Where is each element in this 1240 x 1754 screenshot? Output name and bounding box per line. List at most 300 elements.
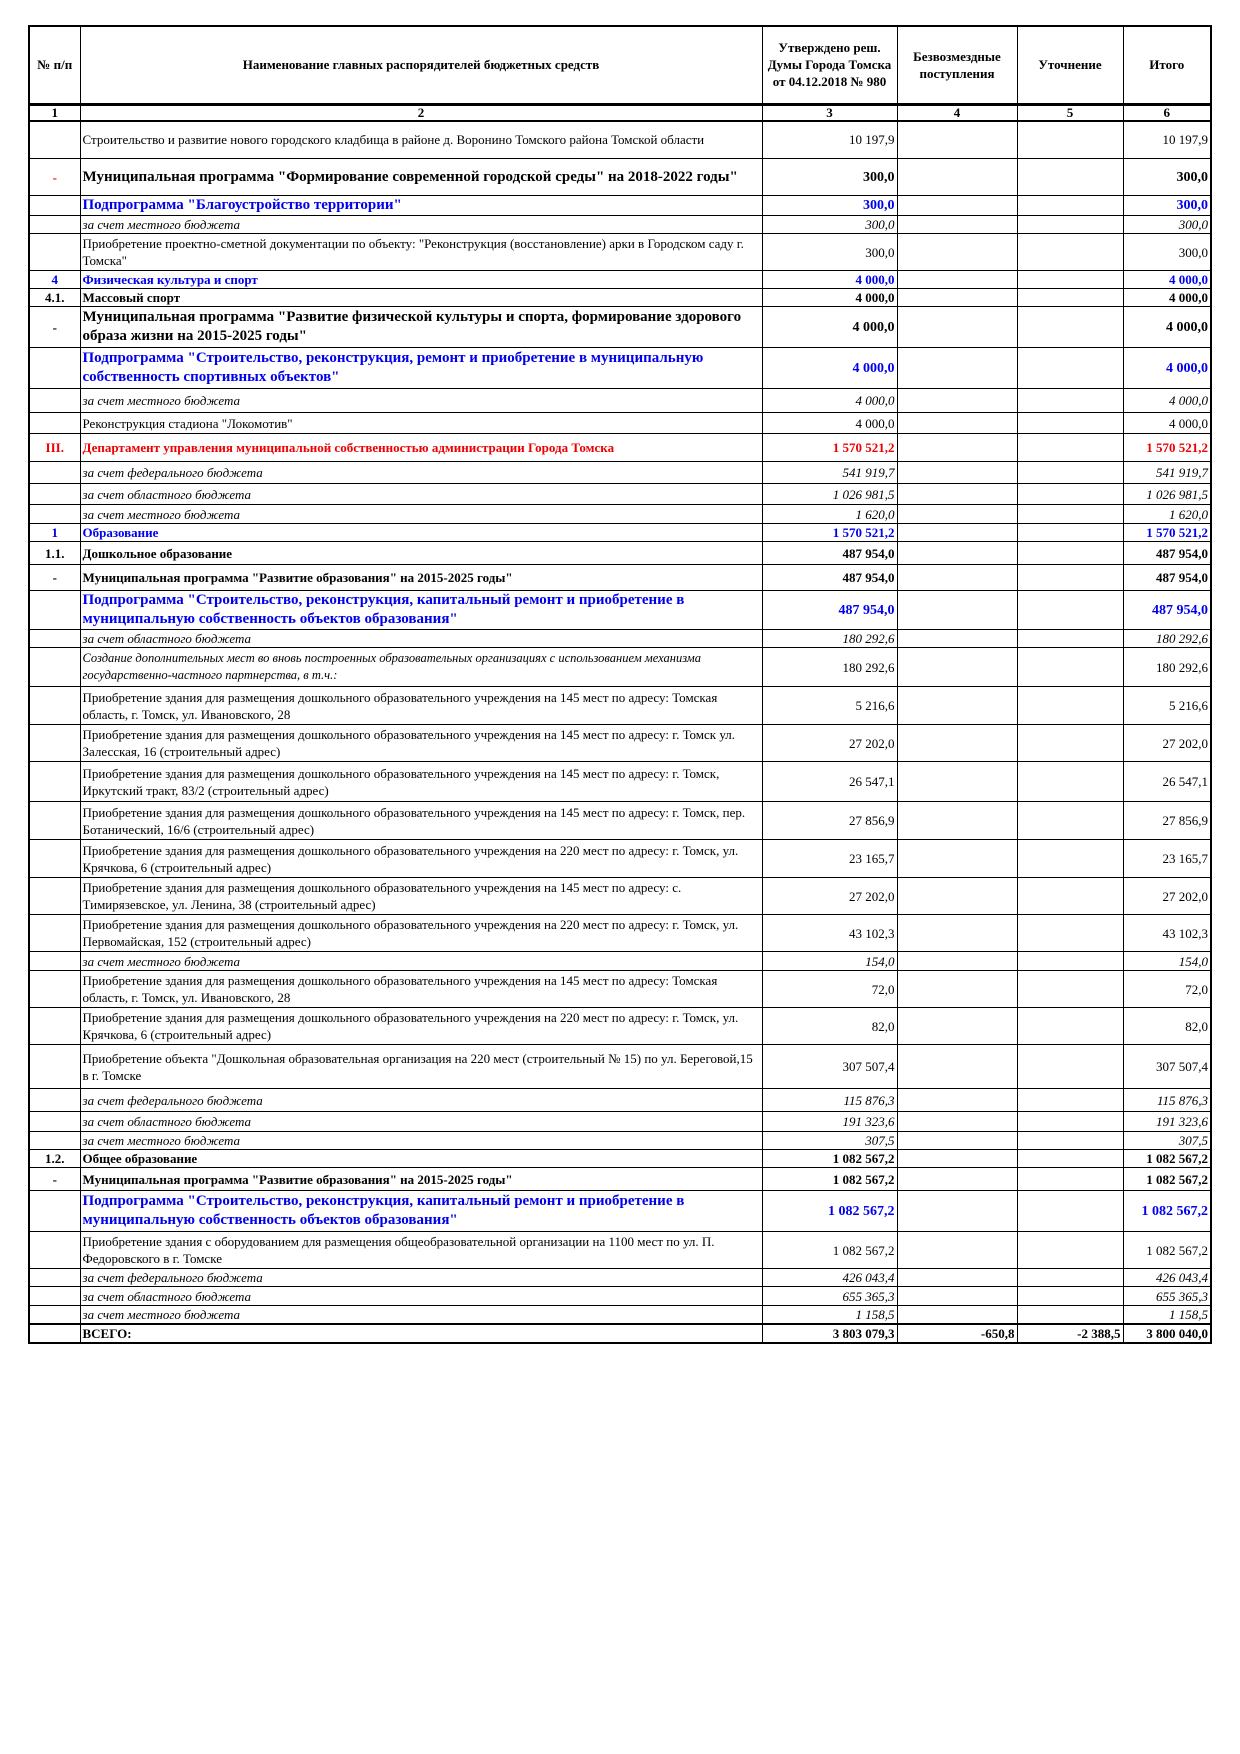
row-approved: 23 165,7 [762, 840, 897, 878]
table-row [29, 1168, 1211, 1191]
row-grants [897, 1232, 1017, 1269]
total-sum: 3 800 040,0 [1123, 1324, 1211, 1343]
row-number [29, 234, 80, 271]
row-adjustment [1017, 878, 1123, 915]
row-approved: 4 000,0 [762, 413, 897, 434]
header-col-adjustment: Уточнение [1017, 26, 1123, 104]
row-name: Образование [80, 524, 762, 542]
table-row [29, 1306, 1211, 1325]
row-total: 487 954,0 [1123, 542, 1211, 565]
table-row [29, 121, 1211, 159]
row-total: 300,0 [1123, 196, 1211, 216]
row-number [29, 1269, 80, 1287]
row-grants [897, 687, 1017, 725]
col-number-1: 1 [29, 104, 80, 121]
row-total: 1 082 567,2 [1123, 1191, 1211, 1232]
row-approved: 1 082 567,2 [762, 1232, 897, 1269]
table-row [29, 1112, 1211, 1132]
row-total: 4 000,0 [1123, 413, 1211, 434]
row-number [29, 505, 80, 524]
column-number-row [29, 104, 1211, 121]
row-grants [897, 484, 1017, 505]
row-grants [897, 1191, 1017, 1232]
row-number: - [29, 565, 80, 591]
row-total: 72,0 [1123, 971, 1211, 1008]
row-total: 82,0 [1123, 1008, 1211, 1045]
table-row [29, 630, 1211, 648]
row-adjustment [1017, 234, 1123, 271]
table-row [29, 971, 1211, 1008]
row-number [29, 1287, 80, 1306]
row-approved: 300,0 [762, 196, 897, 216]
row-name: Приобретение здания для размещения дошкольного образовательного учреждения на 145 мест по адресу: г. Томск ул. Залесская, 16 (строительный адрес) [80, 725, 762, 762]
row-number [29, 1112, 80, 1132]
row-adjustment [1017, 840, 1123, 878]
row-adjustment [1017, 484, 1123, 505]
row-name: за счет федерального бюджета [80, 1269, 762, 1287]
row-total: 1 082 567,2 [1123, 1232, 1211, 1269]
row-total: 426 043,4 [1123, 1269, 1211, 1287]
row-approved: 307 507,4 [762, 1045, 897, 1089]
row-total: 4 000,0 [1123, 348, 1211, 389]
row-name: Приобретение здания для размещения дошкольного образовательного учреждения на 145 мест по адресу: с. Тимирязевское, ул. Ленина, 38 (строительный адрес) [80, 878, 762, 915]
row-total: 300,0 [1123, 216, 1211, 234]
row-grants [897, 1269, 1017, 1287]
row-grants [897, 307, 1017, 348]
table-row [29, 484, 1211, 505]
row-approved: 4 000,0 [762, 389, 897, 413]
row-number [29, 1306, 80, 1325]
col-number-4: 4 [897, 104, 1017, 121]
row-number: - [29, 307, 80, 348]
row-grants [897, 196, 1017, 216]
row-name: Муниципальная программа "Развитие образования" на 2015-2025 годы" [80, 565, 762, 591]
header-col-approved: Утверждено реш. Думы Города Томска от 04.12.2018 № 980 [762, 26, 897, 104]
row-total: 4 000,0 [1123, 307, 1211, 348]
row-approved: 300,0 [762, 216, 897, 234]
row-approved: 5 216,6 [762, 687, 897, 725]
row-adjustment [1017, 434, 1123, 462]
row-approved: 26 547,1 [762, 762, 897, 802]
table-row [29, 159, 1211, 196]
row-number [29, 348, 80, 389]
row-number [29, 952, 80, 971]
row-number [29, 878, 80, 915]
col-number-5: 5 [1017, 104, 1123, 121]
table-row [29, 878, 1211, 915]
row-number [29, 762, 80, 802]
row-adjustment [1017, 1287, 1123, 1306]
row-total: 27 202,0 [1123, 878, 1211, 915]
row-name: Подпрограмма "Благоустройство территории" [80, 196, 762, 216]
row-name: Дошкольное образование [80, 542, 762, 565]
row-number [29, 1132, 80, 1150]
table-row [29, 915, 1211, 952]
row-name: за счет местного бюджета [80, 1306, 762, 1325]
total-number [29, 1324, 80, 1343]
row-approved: 300,0 [762, 234, 897, 271]
row-number: - [29, 1168, 80, 1191]
table-row [29, 1045, 1211, 1089]
row-total: 180 292,6 [1123, 648, 1211, 687]
row-name: Муниципальная программа "Развитие образования" на 2015-2025 годы" [80, 1168, 762, 1191]
row-name: Подпрограмма "Строительство, реконструкция, капитальный ремонт и приобретение в муниципальную собственность объектов образования" [80, 591, 762, 630]
row-name: Подпрограмма "Строительство, реконструкция, ремонт и приобретение в муниципальную собственность спортивных объектов" [80, 348, 762, 389]
row-adjustment [1017, 1089, 1123, 1112]
table-row [29, 1089, 1211, 1112]
row-adjustment [1017, 725, 1123, 762]
row-adjustment [1017, 196, 1123, 216]
row-name: Приобретение здания для размещения дошкольного образовательного учреждения на 145 мест по адресу: Томская область, г. Томск, ул. Ивановского, 28 [80, 687, 762, 725]
table-row [29, 952, 1211, 971]
row-approved: 4 000,0 [762, 348, 897, 389]
row-grants [897, 648, 1017, 687]
table-row [29, 1150, 1211, 1168]
row-number [29, 1089, 80, 1112]
header-row [29, 26, 1211, 104]
row-adjustment [1017, 1112, 1123, 1132]
row-number [29, 971, 80, 1008]
table-row [29, 687, 1211, 725]
row-grants [897, 630, 1017, 648]
table-row [29, 1191, 1211, 1232]
row-approved: 1 026 981,5 [762, 484, 897, 505]
col-number-2: 2 [80, 104, 762, 121]
row-grants [897, 389, 1017, 413]
row-approved: 180 292,6 [762, 648, 897, 687]
table-row [29, 1008, 1211, 1045]
row-approved: 1 570 521,2 [762, 524, 897, 542]
row-grants [897, 1306, 1017, 1325]
row-approved: 4 000,0 [762, 271, 897, 289]
row-grants [897, 216, 1017, 234]
table-row [29, 542, 1211, 565]
row-approved: 43 102,3 [762, 915, 897, 952]
total-row [29, 1324, 1211, 1343]
row-total: 487 954,0 [1123, 591, 1211, 630]
row-adjustment [1017, 687, 1123, 725]
row-total: 300,0 [1123, 159, 1211, 196]
row-total: 307,5 [1123, 1132, 1211, 1150]
row-total: 154,0 [1123, 952, 1211, 971]
row-adjustment [1017, 159, 1123, 196]
row-name: за счет областного бюджета [80, 1287, 762, 1306]
row-number [29, 840, 80, 878]
row-grants [897, 271, 1017, 289]
row-approved: 426 043,4 [762, 1269, 897, 1287]
table-row [29, 1287, 1211, 1306]
row-adjustment [1017, 648, 1123, 687]
row-approved: 487 954,0 [762, 565, 897, 591]
row-adjustment [1017, 1191, 1123, 1232]
row-grants [897, 840, 1017, 878]
row-adjustment [1017, 971, 1123, 1008]
row-total: 1 620,0 [1123, 505, 1211, 524]
budget-table [28, 25, 1212, 1344]
row-approved: 1 082 567,2 [762, 1191, 897, 1232]
row-number [29, 1232, 80, 1269]
row-adjustment [1017, 1008, 1123, 1045]
col-number-6: 6 [1123, 104, 1211, 121]
row-number [29, 648, 80, 687]
row-adjustment [1017, 591, 1123, 630]
row-approved: 1 082 567,2 [762, 1150, 897, 1168]
total-grants: -650,8 [897, 1324, 1017, 1343]
row-approved: 1 620,0 [762, 505, 897, 524]
row-number [29, 915, 80, 952]
row-grants [897, 234, 1017, 271]
row-total: 5 216,6 [1123, 687, 1211, 725]
table-row [29, 725, 1211, 762]
row-total: 1 082 567,2 [1123, 1150, 1211, 1168]
row-total: 1 570 521,2 [1123, 434, 1211, 462]
row-total: 300,0 [1123, 234, 1211, 271]
row-number: III. [29, 434, 80, 462]
row-adjustment [1017, 802, 1123, 840]
row-number: 4 [29, 271, 80, 289]
row-grants [897, 1089, 1017, 1112]
table-row [29, 762, 1211, 802]
table-row [29, 505, 1211, 524]
row-total: 27 202,0 [1123, 725, 1211, 762]
row-grants [897, 1112, 1017, 1132]
row-grants [897, 878, 1017, 915]
row-adjustment [1017, 1132, 1123, 1150]
row-adjustment [1017, 348, 1123, 389]
row-name: Общее образование [80, 1150, 762, 1168]
row-number [29, 462, 80, 484]
row-total: 655 365,3 [1123, 1287, 1211, 1306]
row-number [29, 725, 80, 762]
row-name: за счет местного бюджета [80, 216, 762, 234]
row-number [29, 1045, 80, 1089]
row-total: 4 000,0 [1123, 389, 1211, 413]
table-row [29, 348, 1211, 389]
row-total: 10 197,9 [1123, 121, 1211, 159]
row-name: за счет областного бюджета [80, 630, 762, 648]
row-grants [897, 762, 1017, 802]
row-number [29, 1191, 80, 1232]
row-grants [897, 1150, 1017, 1168]
row-name: за счет федерального бюджета [80, 462, 762, 484]
row-name: Департамент управления муниципальной собственностью администрации Города Томска [80, 434, 762, 462]
row-number [29, 484, 80, 505]
row-name: Массовый спорт [80, 289, 762, 307]
row-grants [897, 159, 1017, 196]
row-approved: 487 954,0 [762, 591, 897, 630]
col-number-3: 3 [762, 104, 897, 121]
row-name: Приобретение здания для размещения дошкольного образовательного учреждения на 220 мест по адресу: г. Томск, ул. Крячкова, 6 (строительный адрес) [80, 1008, 762, 1045]
row-total: 115 876,3 [1123, 1089, 1211, 1112]
row-approved: 10 197,9 [762, 121, 897, 159]
row-name: Приобретение здания для размещения дошкольного образовательного учреждения на 220 мест по адресу: г. Томск, ул. Первомайская, 152 (строительный адрес) [80, 915, 762, 952]
table-row [29, 524, 1211, 542]
row-grants [897, 348, 1017, 389]
row-adjustment [1017, 565, 1123, 591]
row-name: за счет федерального бюджета [80, 1089, 762, 1112]
row-name: Приобретение здания для размещения дошкольного образовательного учреждения на 145 мест по адресу: г. Томск, пер. Ботанический, 16/6 (строительный адрес) [80, 802, 762, 840]
row-adjustment [1017, 1045, 1123, 1089]
row-adjustment [1017, 1168, 1123, 1191]
row-total: 4 000,0 [1123, 271, 1211, 289]
row-grants [897, 1287, 1017, 1306]
row-approved: 4 000,0 [762, 307, 897, 348]
table-row [29, 413, 1211, 434]
table-row [29, 1269, 1211, 1287]
row-name: за счет местного бюджета [80, 952, 762, 971]
row-total: 307 507,4 [1123, 1045, 1211, 1089]
row-grants [897, 413, 1017, 434]
row-approved: 72,0 [762, 971, 897, 1008]
row-approved: 1 158,5 [762, 1306, 897, 1325]
table-row [29, 1132, 1211, 1150]
table-row [29, 840, 1211, 878]
table-row [29, 802, 1211, 840]
row-approved: 541 919,7 [762, 462, 897, 484]
row-grants [897, 915, 1017, 952]
row-approved: 27 202,0 [762, 725, 897, 762]
table-row [29, 565, 1211, 591]
row-name: Физическая культура и спорт [80, 271, 762, 289]
row-number [29, 216, 80, 234]
row-total: 1 082 567,2 [1123, 1168, 1211, 1191]
table-row [29, 289, 1211, 307]
row-name: за счет местного бюджета [80, 1132, 762, 1150]
row-number [29, 630, 80, 648]
row-adjustment [1017, 289, 1123, 307]
row-adjustment [1017, 762, 1123, 802]
row-name: Приобретение объекта "Дошкольная образовательная организация на 220 мест (строительный № 15) по ул. Береговой,15 в г. Томске [80, 1045, 762, 1089]
total-label: ВСЕГО: [80, 1324, 762, 1343]
row-number [29, 1008, 80, 1045]
row-adjustment [1017, 542, 1123, 565]
row-grants [897, 952, 1017, 971]
header-col-grants: Безвозмездные поступления [897, 26, 1017, 104]
row-adjustment [1017, 389, 1123, 413]
row-total: 43 102,3 [1123, 915, 1211, 952]
row-grants [897, 505, 1017, 524]
table-row [29, 1232, 1211, 1269]
row-adjustment [1017, 505, 1123, 524]
row-grants [897, 802, 1017, 840]
row-number [29, 802, 80, 840]
row-approved: 655 365,3 [762, 1287, 897, 1306]
row-number [29, 196, 80, 216]
header-col-total: Итого [1123, 26, 1211, 104]
row-number [29, 121, 80, 159]
row-number [29, 591, 80, 630]
row-grants [897, 725, 1017, 762]
row-total: 23 165,7 [1123, 840, 1211, 878]
row-name: за счет областного бюджета [80, 1112, 762, 1132]
row-adjustment [1017, 1306, 1123, 1325]
table-row [29, 389, 1211, 413]
row-name: за счет местного бюджета [80, 505, 762, 524]
row-number: - [29, 159, 80, 196]
row-number: 1.1. [29, 542, 80, 565]
row-adjustment [1017, 915, 1123, 952]
row-name: Муниципальная программа "Формирование современной городской среды" на 2018-2022 годы" [80, 159, 762, 196]
row-name: Приобретение проектно-сметной документации по объекту: "Реконструкция (восстановление) арки в Городском саду г. Томска" [80, 234, 762, 271]
row-approved: 27 856,9 [762, 802, 897, 840]
row-name: Приобретение здания для размещения дошкольного образовательного учреждения на 145 мест по адресу: г. Томск, Иркутский тракт, 83/2 (строительный адрес) [80, 762, 762, 802]
row-name: Реконструкция стадиона "Локомотив" [80, 413, 762, 434]
row-name: Приобретение здания с оборудованием для размещения общеобразовательной организации на 1100 мест по ул. П. Федоровского в г. Томске [80, 1232, 762, 1269]
row-total: 27 856,9 [1123, 802, 1211, 840]
row-total: 191 323,6 [1123, 1112, 1211, 1132]
row-grants [897, 565, 1017, 591]
row-name: Создание дополнительных мест во вновь построенных образовательных организациях с использованием механизма государственно-частного партнерства, в т.ч.: [80, 648, 762, 687]
row-name: Муниципальная программа "Развитие физической культуры и спорта, формирование здорового образа жизни на 2015-2025 годы" [80, 307, 762, 348]
row-adjustment [1017, 952, 1123, 971]
row-number: 1 [29, 524, 80, 542]
row-number [29, 687, 80, 725]
row-grants [897, 121, 1017, 159]
row-approved: 300,0 [762, 159, 897, 196]
row-grants [897, 1045, 1017, 1089]
row-approved: 487 954,0 [762, 542, 897, 565]
row-name: Приобретение здания для размещения дошкольного образовательного учреждения на 145 мест по адресу: Томская область, г. Томск, ул. Ивановского, 28 [80, 971, 762, 1008]
table-row [29, 307, 1211, 348]
row-grants [897, 1132, 1017, 1150]
table-body [29, 121, 1211, 1325]
row-approved: 307,5 [762, 1132, 897, 1150]
row-total: 1 570 521,2 [1123, 524, 1211, 542]
row-approved: 82,0 [762, 1008, 897, 1045]
row-adjustment [1017, 1269, 1123, 1287]
row-adjustment [1017, 413, 1123, 434]
row-total: 180 292,6 [1123, 630, 1211, 648]
row-total: 26 547,1 [1123, 762, 1211, 802]
table-row [29, 591, 1211, 630]
row-name: Подпрограмма "Строительство, реконструкция, капитальный ремонт и приобретение в муниципальную собственность объектов образования" [80, 1191, 762, 1232]
row-total: 1 158,5 [1123, 1306, 1211, 1325]
row-grants [897, 542, 1017, 565]
row-total: 541 919,7 [1123, 462, 1211, 484]
table-row [29, 234, 1211, 271]
row-adjustment [1017, 216, 1123, 234]
row-approved: 115 876,3 [762, 1089, 897, 1112]
table-row [29, 648, 1211, 687]
table-row [29, 196, 1211, 216]
row-adjustment [1017, 1150, 1123, 1168]
row-total: 1 026 981,5 [1123, 484, 1211, 505]
row-approved: 1 570 521,2 [762, 434, 897, 462]
row-adjustment [1017, 630, 1123, 648]
row-total: 487 954,0 [1123, 565, 1211, 591]
row-grants [897, 462, 1017, 484]
table-row [29, 434, 1211, 462]
row-grants [897, 1008, 1017, 1045]
row-grants [897, 434, 1017, 462]
row-grants [897, 289, 1017, 307]
total-approved: 3 803 079,3 [762, 1324, 897, 1343]
row-approved: 154,0 [762, 952, 897, 971]
row-name: за счет областного бюджета [80, 484, 762, 505]
row-grants [897, 524, 1017, 542]
row-adjustment [1017, 462, 1123, 484]
row-approved: 191 323,6 [762, 1112, 897, 1132]
header-col-number: № п/п [29, 26, 80, 104]
row-adjustment [1017, 307, 1123, 348]
table-row [29, 271, 1211, 289]
row-total: 4 000,0 [1123, 289, 1211, 307]
row-approved: 4 000,0 [762, 289, 897, 307]
row-grants [897, 591, 1017, 630]
row-number [29, 389, 80, 413]
table-row [29, 216, 1211, 234]
total-adjustment: -2 388,5 [1017, 1324, 1123, 1343]
